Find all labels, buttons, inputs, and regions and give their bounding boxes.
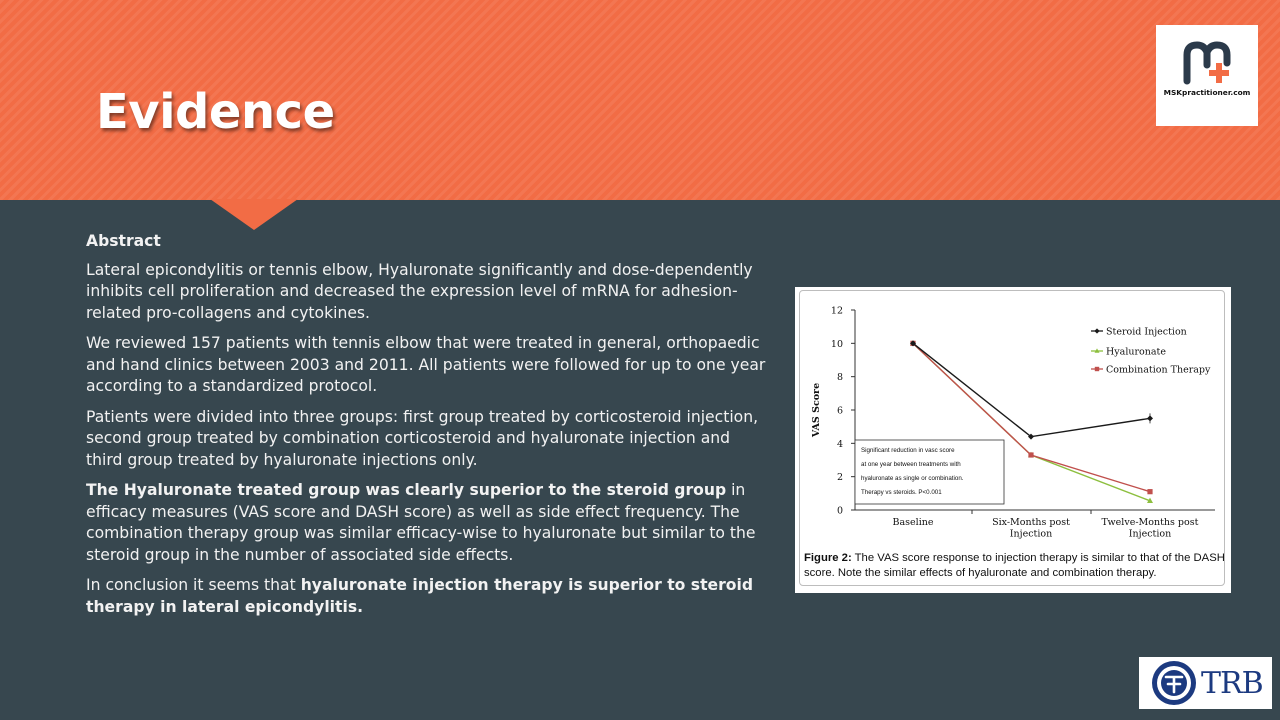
y-tick-label: 4: [836, 438, 843, 450]
abstract-p5-lead: In conclusion it seems that: [86, 576, 301, 594]
x-category-label: Baseline: [892, 517, 934, 528]
x-category-label: Injection: [1009, 528, 1053, 540]
abstract-paragraph-4: [86, 480, 766, 566]
legend-marker: [1095, 367, 1099, 371]
msk-logo: [1156, 25, 1258, 126]
caption-label: Figure 2:: [804, 552, 852, 564]
y-tick-label: 0: [836, 505, 843, 517]
figure-caption: [804, 551, 1228, 580]
x-category-label: Six-Months post: [992, 517, 1070, 528]
y-tick-label: 10: [830, 338, 843, 350]
slide-title: Evidence: [96, 84, 335, 140]
msk-site-text: MSKpractitioner.com: [1163, 88, 1251, 97]
y-axis-title: VAS Score: [811, 382, 822, 438]
header-notch: [210, 199, 298, 230]
vas-line-chart: [795, 287, 1231, 549]
trb-logo: [1139, 657, 1272, 709]
y-tick-label: 8: [836, 372, 843, 384]
annotation-text: at one year between treatments with: [861, 461, 961, 468]
legend-label: Combination Therapy: [1106, 364, 1211, 376]
abstract-p4-bold: The Hyaluronate treated group was clearly superior to the steroid group: [86, 481, 727, 499]
y-tick-label: 12: [830, 305, 843, 317]
caption-text: The VAS score response to injection therapy is similar to that of the DASH score. Note the similar effects of hyaluronate and combination therapy.: [804, 552, 1225, 579]
y-tick-label: 2: [836, 472, 843, 484]
annotation-text: hyaluronate as single or combination.: [861, 475, 964, 482]
figure-panel: [795, 287, 1231, 593]
msk-plus-logo-icon: [1182, 41, 1232, 85]
trb-seal-icon: [1149, 659, 1199, 707]
annotation-text: Significant reduction in vasc score: [861, 447, 955, 454]
x-category-label: Twelve-Months post: [1101, 517, 1199, 528]
x-category-label: Injection: [1128, 528, 1172, 540]
data-point: [1147, 489, 1152, 494]
abstract-paragraph-5: [86, 575, 766, 618]
abstract-text: [86, 231, 766, 627]
y-tick-label: 6: [836, 405, 843, 417]
annotation-text: Therapy vs steroids. P<0.001: [861, 489, 942, 496]
abstract-paragraph-3: Patients were divided into three groups: first group treated by corticosteroid injection, second group treated by combination corticosteroid and hyaluronate injection and third group treated by hyaluronate injections only.: [86, 407, 759, 469]
abstract-heading: Abstract: [86, 232, 161, 250]
abstract-paragraph-1: Lateral epicondylitis or tennis elbow, Hyaluronate significantly and dose-dependently inhibits cell proliferation and decreased the expression level of mRNA for adhesion-related pro-collagens and cytokines.: [86, 260, 753, 322]
abstract-paragraph-2: We reviewed 157 patients with tennis elbow that were treated in general, orthopaedic and hand clinics between 2003 and 2011. All patients were followed for up to one year according to a standardized protocol.: [86, 334, 766, 395]
legend-marker: [1094, 328, 1099, 333]
abstract-p4-rest: in efficacy measures (VAS score and DASH score) as well as side effect frequency. The combination therapy group was similar efficacy-wise to hyaluronate but similar to the steroid group in the number of associated side effects.: [86, 481, 756, 564]
trb-logo-text: TRB: [1201, 666, 1263, 701]
data-point: [1028, 452, 1033, 457]
legend-label: Hyaluronate: [1106, 346, 1166, 358]
abstract-p5-bold: hyaluronate injection therapy is superior to steroid therapy in lateral epicondylitis.: [86, 576, 754, 616]
legend-label: Steroid Injection: [1106, 326, 1187, 338]
